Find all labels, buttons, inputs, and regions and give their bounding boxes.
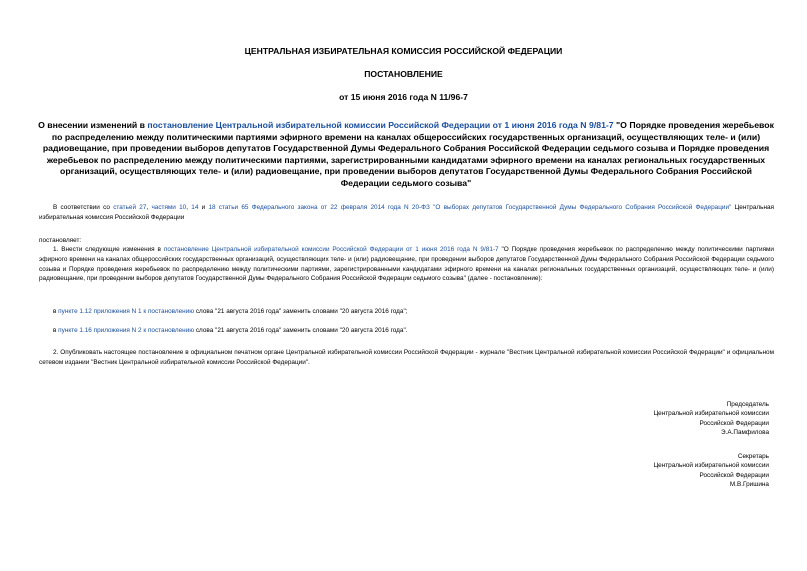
signature-chairman	[519, 400, 769, 438]
sub-item-2-text-1: в	[53, 327, 59, 334]
preamble-paragraph	[39, 203, 774, 223]
item-1-paragraph	[39, 245, 774, 284]
signature-2-org-2: Российской Федерации	[699, 471, 769, 479]
item-2-text: 2. Опубликовать настоящее постановление в официальном печатном органе Центральной избирательной комиссии Российской Федерации - журнале "Вестник Центральной избирательной комиссии Российской Федерации" и официальном сетевом издании "Вестник Центральной избирательной комиссии Российской Федерации".	[39, 349, 774, 366]
item-1-text-1: 1. Внести следующие изменения в	[53, 246, 164, 253]
signature-2-role: Секретарь	[737, 453, 769, 460]
link-part-14[interactable]: 14	[191, 204, 199, 211]
sub-item-2	[39, 326, 774, 336]
signature-2-name: М.В.Гришина	[729, 481, 769, 489]
signature-secretary	[519, 452, 769, 490]
sub-item-1-text-2: слова "21 августа 2016 года" заменить словами "20 августа 2016 года";	[194, 308, 408, 315]
document-title	[36, 120, 776, 190]
signature-1-org-1: Центральной избирательной комиссии	[653, 410, 769, 418]
title-prefix: О внесении изменений в	[38, 120, 148, 130]
link-article-27[interactable]: статьей 27	[113, 204, 147, 211]
date-number-heading: от 15 июня 2016 года N 11/96-7	[339, 92, 468, 102]
sub-item-2-text-2: слова "21 августа 2016 года" заменить словами "20 августа 2016 года".	[194, 327, 408, 334]
preamble-text-2: ,	[146, 204, 152, 211]
doc-type-heading: ПОСТАНОВЛЕНИЕ	[364, 69, 443, 79]
signature-1-role: Председатель	[726, 401, 769, 408]
sub-item-1-link[interactable]: пункте 1.12 приложения N 1 к постановлению	[58, 308, 195, 315]
preamble-text-1: В соответствии со	[53, 204, 114, 211]
resolves-line: постановляет:	[39, 237, 82, 244]
title-link[interactable]: постановление Центральной избирательной комиссии Российской Федерации от 1 июня 2016 года N 9/81-7	[147, 120, 614, 130]
link-federal-law[interactable]: 18 статьи 65 Федерального закона от 22 февраля 2014 года N 20-ФЗ "О выборах депутатов Государственной Думы Федерального Собрания Российской Федерации"	[208, 204, 732, 211]
item-1-link[interactable]: постановление Центральной избирательной комиссии Российской Федерации от 1 июня 2016 года N 9/81-7	[163, 246, 499, 253]
sub-item-1-text-1: в	[53, 308, 59, 315]
signature-1-name: Э.А.Памфилова	[720, 429, 769, 437]
sub-item-1	[39, 307, 774, 317]
preamble-text-5: Центральная избирательная комиссия Российской Федерации	[39, 204, 774, 221]
sub-item-2-link[interactable]: пункте 1.16 приложения N 2 к постановлению	[58, 327, 195, 334]
item-2-paragraph	[39, 348, 774, 368]
org-heading: ЦЕНТРАЛЬНАЯ ИЗБИРАТЕЛЬНАЯ КОМИССИЯ РОССИЙСКОЙ ФЕДЕРАЦИИ	[244, 46, 563, 56]
item-1-text-2: "О Порядке проведения жеребьевок по распределению между политическими партиями эфирного времени на каналах общероссийских государственных организаций, осуществляющих теле- и (или) радиовещание, при проведении выборов депутатов Государственной Думы Федерального Собрания Российской Федерации седьмого созыва и Порядке проведения жеребьевок по распределению между политическими партиями, зарегистрированными кандидатами эфирного времени на каналах региональных государственных организаций, осуществляющих теле- и (или) радиовещание, при проведении выборов депутатов Государственной Думы Федерального Собрания Российской Федерации седьмого созыва" (далее - постановление):	[39, 246, 775, 283]
title-rest: "О Порядке проведения жеребьевок по распределению между политическими партиями эфирного времени на каналах общероссийских государственных организаций, осуществляющих теле- и (или) радиовещание, при проведении выборов депутатов Государственной Думы Федерального Собрания Российской Федерации седьмого созыва и Порядке проведения жеребьевок по распределению между политическими партиями, зарегистрированными кандидатами эфирного времени на каналах региональных государственных организаций, осуществляющих теле- и (или) радиовещание, при проведении выборов депутатов Государственной Думы Федерального Собрания Российской Федерации седьмого созыва"	[42, 120, 774, 188]
preamble-text-3: ,	[186, 204, 192, 211]
signature-1-org-2: Российской Федерации	[699, 419, 769, 427]
signature-2-org-1: Центральной избирательной комиссии	[653, 462, 769, 470]
link-part-10[interactable]: частями 10	[151, 204, 187, 211]
preamble-text-4: и	[198, 204, 209, 211]
